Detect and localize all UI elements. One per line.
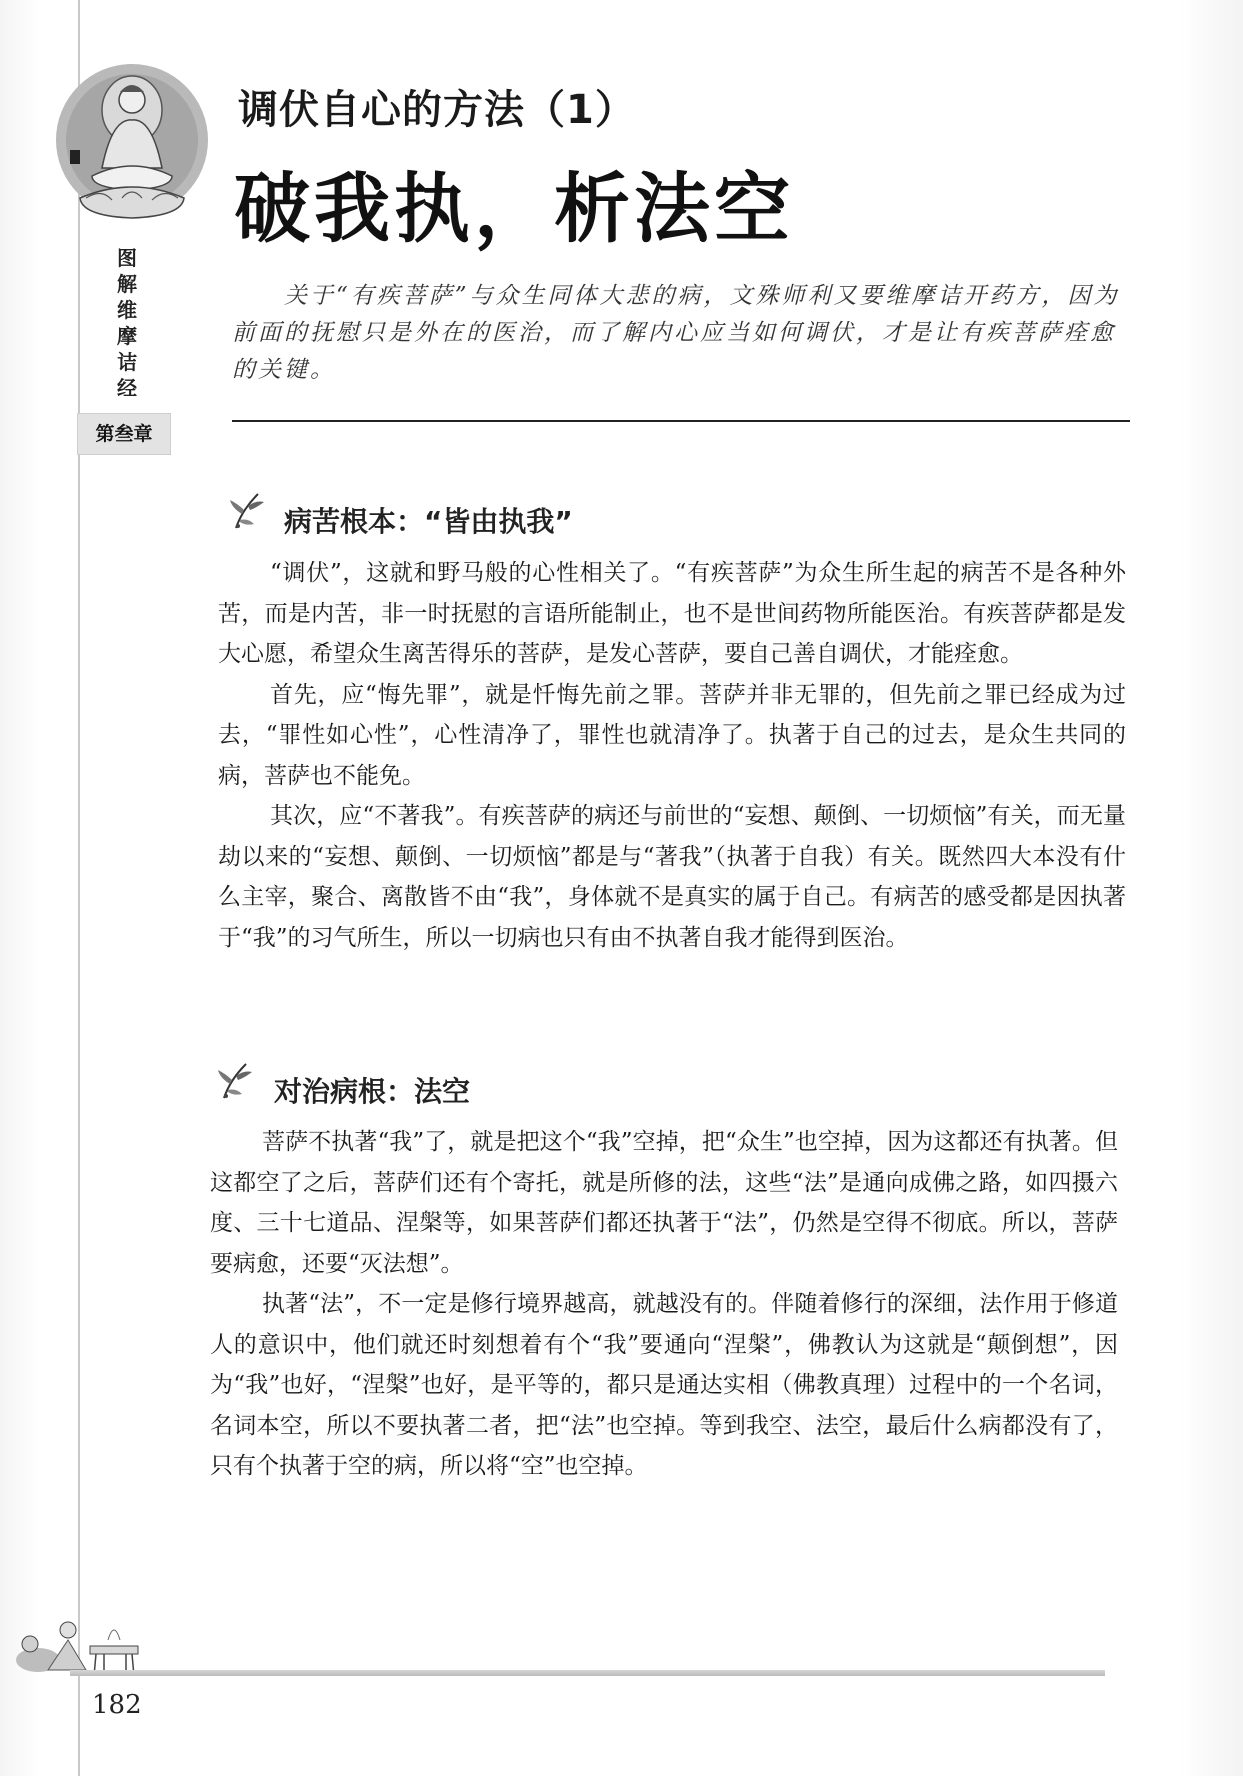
monks-scene-icon: [8, 1600, 158, 1678]
bamboo-icon: [216, 1058, 256, 1102]
book-title-char: 图: [117, 246, 137, 270]
book-title-vertical: [112, 245, 142, 401]
book-title-char: 摩: [117, 324, 137, 348]
book-title-char: 解: [117, 272, 137, 296]
page-number: 182: [92, 1690, 142, 1720]
chapter-tab: 第叁章: [77, 413, 171, 455]
paragraph: 菩萨不执著“我”了，就是把这个“我”空掉，把“众生”也空掉，因为这都还有执著。但这都空了之后，菩萨们还有个寄托，就是所修的法，这些“法”是通向成佛之路，如四摄六度、三十七道品、涅槃等，如果菩萨们都还执著于“法”，仍然是空得不彻底。所以，菩萨要病愈，还要“灭法想”。: [210, 1129, 1118, 1277]
sidebar-line: [78, 0, 80, 1776]
book-title-char: 经: [117, 376, 137, 400]
buddha-emblem-icon: [52, 48, 212, 238]
bamboo-icon: [228, 488, 268, 532]
intro-paragraph: 关于“有疾菩萨”与众生同体大悲的病，文殊师利又要维摩诘开药方，因为前面的抚慰只是外在的医治，而了解内心应当如何调伏，才是让有疾菩萨痊愈的关键。: [232, 283, 1120, 383]
page-subtitle: 调伏自心的方法（1）: [238, 87, 636, 133]
section-heading: 对治病根：法空: [274, 1075, 471, 1108]
page-title: 破我执，析法空: [234, 164, 794, 253]
paragraph: “调伏”，这就和野马般的心性相关了。“有疾菩萨”为众生所生起的病苦不是各种外苦，而是内苦，非一时抚慰的言语所能制止，也不是世间药物所能医治。有疾菩萨都是发大心愿，希望众生离苦得乐的菩萨，是发心菩萨，要自己善自调伏，才能痊愈。: [218, 560, 1126, 667]
section-heading: 病苦根本：“皆由执我”: [284, 505, 573, 538]
book-title-char: 诘: [117, 350, 137, 374]
section-body: [218, 553, 1126, 958]
paragraph: 其次，应“不著我”。有疾菩萨的病还与前世的“妄想、颠倒、一切烦恼”有关，而无量劫以来的“妄想、颠倒、一切烦恼”都是与“著我”（执著于自我）有关。既然四大本没有什么主宰，聚合、离散皆不由“我”，身体就不是真实的属于自己。有病苦的感受都是因执著于“我”的习气所生，所以一切病也只有由不执著自我才能得到医治。: [218, 803, 1126, 951]
footer-divider: [70, 1670, 1105, 1676]
book-title-char: 维: [117, 298, 137, 322]
paragraph: 执著“法”，不一定是修行境界越高，就越没有的。伴随着修行的深细，法作用于修道人的意识中，他们就还时刻想着有个“我”要通向“涅槃”，佛教认为这就是“颠倒想”，因为“我”也好，“涅槃”也好，是平等的，都只是通达实相（佛教真理）过程中的一个名词，名词本空，所以不要执著二者，把“法”也空掉。等到我空、法空，最后什么病都没有了，只有个执著于空的病，所以将“空”也空掉。: [210, 1291, 1118, 1479]
section-body: [210, 1122, 1118, 1487]
intro-divider: [232, 420, 1130, 422]
paragraph: 首先，应“悔先罪”，就是忏悔先前之罪。菩萨并非无罪的，但先前之罪已经成为过去，“罪性如心性”，心性清净了，罪性也就清净了。执著于自己的过去，是众生共同的病，菩萨也不能免。: [218, 681, 1126, 789]
